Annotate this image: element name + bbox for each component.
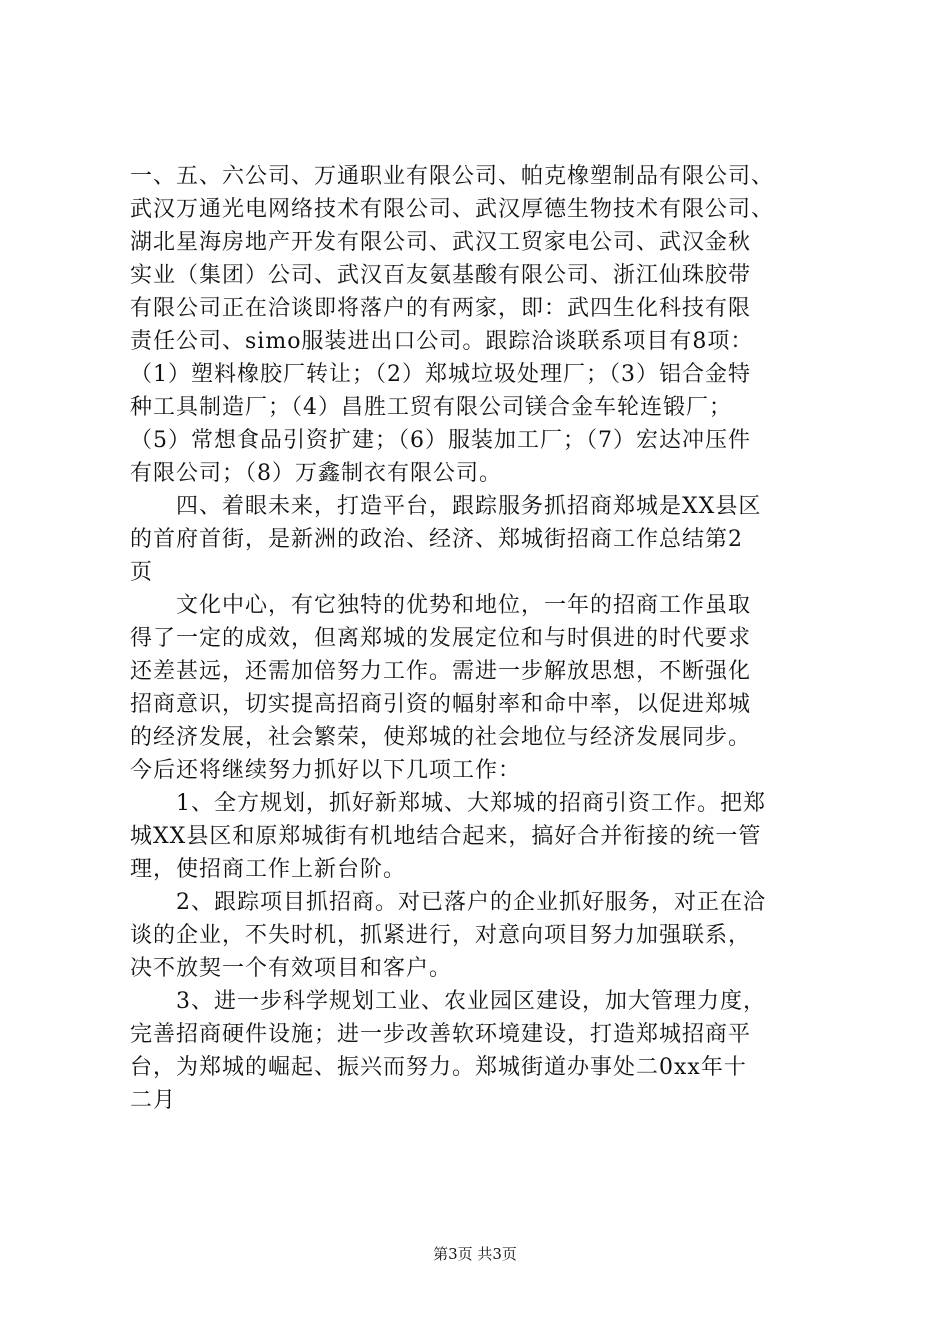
- text-line: 武汉万通光电网络技术有限公司、武汉厚德生物技术有限公司、: [130, 197, 775, 222]
- text-line: 今后还将继续努力抓好以下几项工作：: [130, 758, 522, 783]
- text-line: 决不放契一个有效项目和客户。: [130, 956, 453, 981]
- text-line: 招商意识，切实提高招商引资的幅射率和命中率，以促进郑城: [130, 692, 752, 717]
- text-line: 一、五、六公司、万通职业有限公司、帕克橡塑制品有限公司、: [130, 164, 775, 189]
- text-line: 的首府首街，是新洲的政治、经济、郑城街招商工作总结第2: [130, 527, 743, 552]
- text-line: 得了一定的成效，但离郑城的发展定位和与时俱进的时代要求: [130, 626, 752, 651]
- text-line: 的经济发展，社会繁荣，使郑城的社会地位与经济发展同步。: [130, 725, 752, 750]
- text-line: 四、着眼未来，打造平台，跟踪服务抓招商郑城是XX县区: [130, 494, 762, 519]
- text-line: （1）塑料橡胶厂转让；（2）郑城垃圾处理厂；（3）铝合金特: [130, 362, 751, 387]
- text-line: 台，为郑城的崛起、振兴而努力。郑城街道办事处二0xx年十: [130, 1055, 747, 1080]
- text-line: 页: [130, 560, 154, 585]
- page-footer: 第3页 共3页: [433, 1245, 517, 1263]
- text-line: （5）常想食品引资扩建；（6）服装加工厂；（7）宏达冲压件: [130, 428, 751, 453]
- text-line: 二月: [130, 1088, 177, 1113]
- text-line: 谈的企业，不失时机，抓紧进行，对意向项目努力加强联系，: [130, 923, 752, 948]
- text-line: 湖北星海房地产开发有限公司、武汉工贸家电公司、武汉金秋: [130, 230, 752, 255]
- text-line: 1、全方规划，抓好新郑城、大郑城的招商引资工作。把郑: [130, 791, 766, 816]
- text-line: 完善招商硬件设施；进一步改善软环境建设，打造郑城招商平: [130, 1022, 752, 1047]
- text-line: 3、进一步科学规划工业、农业园区建设，加大管理力度，: [130, 989, 766, 1014]
- text-line: 理，使招商工作上新台阶。: [130, 857, 407, 882]
- text-line: 还差甚远，还需加倍努力工作。需进一步解放思想，不断强化: [130, 659, 752, 684]
- text-line: 种工具制造厂；（4）昌胜工贸有限公司镁合金车轮连锻厂；: [130, 395, 732, 420]
- text-line: 有限公司正在洽谈即将落户的有两家，即：武四生化科技有限: [130, 296, 752, 321]
- text-line: 责任公司、simo服装进出口公司。跟踪洽谈联系项目有8项：: [130, 329, 754, 354]
- text-line: 文化中心，有它独特的优势和地位，一年的招商工作虽取: [130, 593, 752, 618]
- text-line: 实业（集团）公司、武汉百友氨基酸有限公司、浙江仙珠胶带: [130, 263, 752, 288]
- text-line: 有限公司；（8）万鑫制衣有限公司。: [130, 461, 502, 486]
- text-line: 城XX县区和原郑城街有机地结合起来，搞好合并衔接的统一管: [130, 824, 762, 849]
- body-text: [130, 160, 830, 1117]
- text-line: 2、跟踪项目抓招商。对已落户的企业抓好服务，对正在洽: [130, 890, 766, 915]
